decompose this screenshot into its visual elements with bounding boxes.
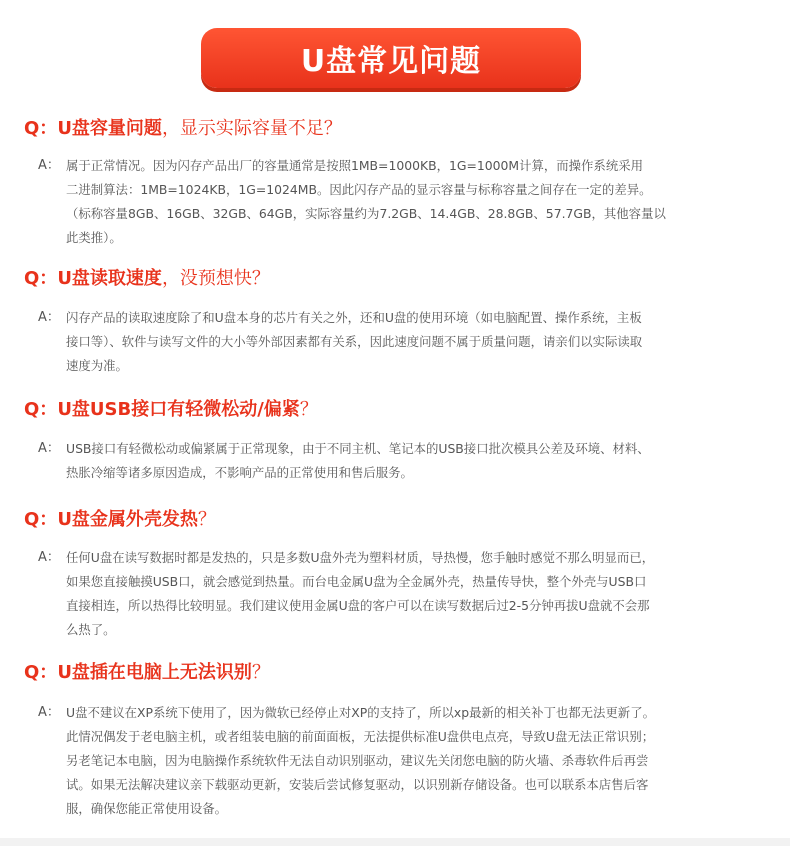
question-text: ，显示实际容量不足？ [161, 118, 342, 139]
answer-line: USB接口有轻微松动或偏紧属于正常现象，由于不同主机、笔记本的USB接口批次模具公差及环境、材料、 [66, 441, 650, 456]
page-title: U盘常见问题 [300, 44, 482, 79]
question-topic: U盘容量问题 [57, 118, 162, 139]
answer-label: A： [38, 441, 60, 456]
answer-line: 如果您直接触摸USB口，就会感觉到热量。而台电金属U盘为全金属外壳，热量传导快，整个外壳与USB口 [66, 574, 647, 589]
question-text: ？ [197, 509, 216, 530]
question-prefix: Q： [24, 399, 58, 420]
faq-question [24, 661, 270, 685]
answer-line: （标称容量8GB、16GB、32GB、64GB，实际容量约为7.2GB、14.4GB、28.8GB、57.7GB，其他容量以 [66, 206, 666, 221]
answer-label: A： [38, 158, 60, 173]
answer-line: 服，确保您能正常使用设备。 [66, 801, 228, 816]
question-topic: U盘USB接口有轻微松动/偏紧 [57, 399, 300, 420]
answer-line: 属于正常情况。因为闪存产品出厂的容量通常是按照1MB=1000KB，1G=1000M计算，而操作系统采用 [66, 158, 643, 173]
question-topic: U盘插在电脑上无法识别 [57, 662, 252, 683]
answer-line: U盘不建议在XP系统下使用了，因为微软已经停止对XP的支持了，所以xp最新的相关补丁也都无法更新了。 [66, 705, 655, 720]
question-prefix: Q： [24, 268, 58, 289]
answer-line: 此类推）。 [66, 230, 122, 245]
bottom-divider [0, 838, 790, 846]
answer-line: 接口等）、软件与读写文件的大小等外部因素都有关系，因此速度问题不属于质量问题，请亲们以实际读取 [66, 334, 643, 349]
question-prefix: Q： [24, 662, 58, 683]
faq-question [24, 508, 216, 532]
answer-line: 速度为准。 [66, 358, 128, 373]
answer-line: 此情况偶发于老电脑主机，或者组装电脑的前面面板，无法提供标准U盘供电点亮，导致U盘无法正常识别； [66, 729, 655, 744]
answer-line: 试。如果无法解决建议亲下载驱动更新，安装后尝试修复驱动，以识别新存储设备。也可以联系本店售后客 [66, 777, 649, 792]
faq-question [24, 117, 342, 141]
faq-question [24, 267, 270, 291]
title-banner [201, 28, 581, 88]
answer-line: 直接相连，所以热得比较明显。我们建议使用金属U盘的客户可以在读写数据后过2-5分钟再拔U盘就不会那 [66, 598, 650, 613]
answer-line: 么热了。 [66, 622, 116, 637]
question-prefix: Q： [24, 118, 58, 139]
answer-label: A： [38, 705, 60, 720]
faq-question [24, 398, 318, 422]
answer-line: 另老笔记本电脑，因为电脑操作系统软件无法自动识别驱动，建议先关闭您电脑的防火墙、杀毒软件后再尝 [66, 753, 649, 768]
question-topic: U盘金属外壳发热 [57, 509, 198, 530]
answer-line: 闪存产品的读取速度除了和U盘本身的芯片有关之外，还和U盘的使用环境（如电脑配置、操作系统，主板 [66, 310, 642, 325]
question-topic: U盘读取速度 [57, 268, 162, 289]
answer-label: A： [38, 550, 60, 565]
question-text: ？ [299, 399, 318, 420]
answer-label: A： [38, 310, 60, 325]
answer-line: 任何U盘在读写数据时都是发热的，只是多数U盘外壳为塑料材质，导热慢，您手触时感觉不那么明显而已， [66, 550, 655, 565]
answer-line: 二进制算法：1MB=1024KB，1G=1024MB。因此闪存产品的显示容量与标称容量之间存在一定的差异。 [66, 182, 652, 197]
question-text: ？ [251, 662, 270, 683]
question-text: ，没预想快？ [161, 268, 270, 289]
question-prefix: Q： [24, 509, 58, 530]
answer-line: 热胀冷缩等诸多原因造成，不影响产品的正常使用和售后服务。 [66, 465, 413, 480]
